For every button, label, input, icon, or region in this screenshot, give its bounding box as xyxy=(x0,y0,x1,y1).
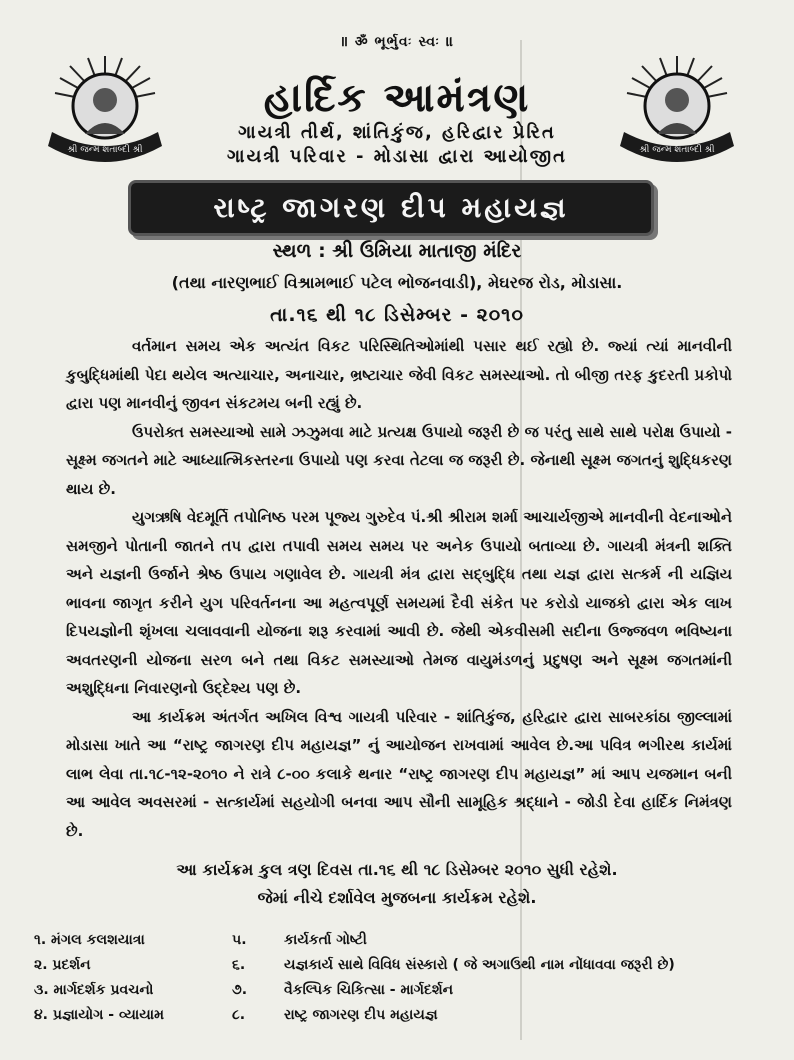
mantra-header: ॥ ॐ ભૂર્ભુવઃ સ્વઃ ॥ xyxy=(339,34,455,50)
venue-address: (તથા નારણભાઈ વિશ્રામભાઈ પટેલ ભોજનવાડી), મેઘરજ રોડ, મોડાસા. xyxy=(171,273,623,292)
program-list xyxy=(34,932,734,1032)
program-row xyxy=(34,957,734,982)
paragraph-3: યુગઋષિ વેદમૂર્તિ તપોનિષ્ઠ પરમ પૂજ્ય ગુરુદેવ પં.શ્રી શ્રીરામ શર્મા આચાર્યજીએ માનવીની વેદનાઓને સમજીને પોતાની જાતને તપ દ્વારા તપાવી સમય સમય પર અનેક ઉપાયો બતાવ્યા છે. ગાયત્રી મંત્રની શક્તિ અને યજ્ઞની ઉર્જાને શ્રેષ્ઠ ઉપાય ગણાવેલ છે. ગાયત્રી મંત્ર દ્વારા સદ્બુદ્ધિ તથા યજ્ઞ દ્વારા સત્કર્મ ની યજ્ઞિય ભાવના જાગૃત કરીને યુગ પરિવર્તનના આ મહત્વપૂર્ણ સમયમાં દૈવી સંકેત પર કરોડો યાજકો દ્વારા એક લાખ દિપયજ્ઞોની શૃંખલા ચલાવવાની યોજના શરૂ કરવામાં આવી છે. જેથી એકવીસમી સદીના ઉજ્જવળ ભવિષ્યના અવતરણની યોજના સરળ બને તથા વિકટ સમસ્યાઓ તેમજ વાયુમંડળનું પ્રદુષણ અને સૂક્ષ્મ જગતમાંની અશુદ્ધિના નિવારણનો ઉદ્દેશ્ય પણ છે. xyxy=(66,508,732,697)
program-row xyxy=(34,932,734,957)
subtitle-organized-by: ગાયત્રી પરિવાર - મોડાસા દ્વારા આયોજીત xyxy=(227,146,567,167)
invitation-title: હાર્દિક આમંત્રણ xyxy=(263,74,531,121)
program-number: ૬. xyxy=(232,957,246,973)
event-banner: રાષ્ટ્ર જાગરણ દીપ મહાયજ્ઞ xyxy=(128,180,654,236)
paragraph-1: વર્તમાન સમય એક અત્યંત વિકટ પરિસ્થિતિઓમાંથી પસાર થઈ રહ્યો છે. જ્યાં ત્યાં માનવીની કુબુદ્ધિમાંથી પેદા થયેલ અત્યાચાર, અનાચાર, ભ્રષ્ટાચાર જેવી વિકટ સમસ્યાઓ. તો બીજી તરફ કુદરતી પ્રકોપો દ્વારા પણ માનવીનું જીવન સંકટમય બની રહ્યું છે. xyxy=(66,337,732,412)
subtitle-inspired-by: ગાયત્રી તીર્થ, શાંતિકુંજ, હરિદ્વાર પ્રેરિત xyxy=(238,122,556,143)
paragraph-2: ઉપરોક્ત સમસ્યાઓ સામે ઝઝુમવા માટે પ્રત્યક્ષ ઉપાયો જરૂરી છે જ પરંતુ સાથે સાથે પરોક્ષ ઉપાયો - સૂક્ષ્મ જગતને માટે આધ્યાત્મિકસ્તરના ઉપાયો પણ કરવા તેટલા જ જરૂરી છે. જેનાથી સૂક્ષ્મ જગતનું શુદ્ધિકરણ થાય છે. xyxy=(66,422,732,498)
invitation-body xyxy=(66,332,732,845)
program-item: કાર્યકર્તા ગોષ્ટી xyxy=(284,932,367,948)
program-item: ૪. પ્રજ્ઞાયોગ - વ્યાયામ xyxy=(34,1007,164,1023)
program-number: ૭. xyxy=(232,982,248,998)
emblem-text-right: શ્રી જન્મ શતાબ્દી શ્રી xyxy=(639,145,715,155)
program-item: ૨. પ્રદર્શન xyxy=(34,957,91,973)
program-item: યજ્ઞકાર્ય સાથે વિવિધ સંસ્કારો ( જે અગાઉથી નામ નોંધાવવા જરૂરી છે) xyxy=(284,957,675,973)
paragraph-4: આ કાર્યક્રમ અંતર્ગત અખિલ વિશ્વ ગાયત્રી પરિવાર - શાંતિકુંજ, હરિદ્વાર દ્વારા સાબરકાંઠા જીલ્લામાં મોડાસા ખાતે આ “રાષ્ટ્ર જાગરણ દીપ મહાયજ્ઞ” નું આયોજન રાખવામાં આવેલ છે.આ પવિત્ર ભગીરથ કાર્યમાં લાભ લેવા તા.૧૮-૧૨-૨૦૧૦ ને રાત્રે ૮-૦૦ કલાકે થનાર “રાષ્ટ્ર જાગરણ દીપ મહાયજ્ઞ” માં આપ યજમાન બની આ આવેલ અવસરમાં - સત્કાર્યમાં સહયોગી બનવા આપ સૌની સામૂહિક શ્રદ્ધાને - જોડી દેવા હાર્દિક નિમંત્રણ છે. xyxy=(66,707,732,840)
program-row xyxy=(34,1007,734,1032)
venue-line: સ્થળ : શ્રી ઉમિયા માતાજી મંદિર xyxy=(272,240,522,262)
program-number: ૮. xyxy=(232,1007,246,1023)
program-intro: જેમાં નીચે દર્શાવેલ મુજબના કાર્યક્રમ રહેશે. xyxy=(257,888,537,907)
event-dates: તા.૧૬ થી ૧૮ ડિસેમ્બર - ૨૦૧૦ xyxy=(270,304,524,326)
program-item: વૈકલ્પિક ચિકિત્સા - માર્ગદર્શન xyxy=(284,982,454,998)
program-row xyxy=(34,982,734,1007)
duration-note: આ કાર્યક્રમ કુલ ત્રણ દિવસ તા.૧૬ થી ૧૮ ડિસેમ્બર ૨૦૧૦ સુધી રહેશે. xyxy=(176,860,618,879)
program-item: ૩. માર્ગદર્શક પ્રવચનો xyxy=(34,982,154,998)
program-item: ૧. મંગલ કલશયાત્રા xyxy=(34,932,145,948)
program-item: રાષ્ટ્ર જાગરણ દીપ મહાયજ્ઞ xyxy=(284,1007,438,1023)
emblem-text-left: શ્રી જન્મ શતાબ્દી શ્રી xyxy=(67,145,143,155)
program-number: ૫. xyxy=(232,932,247,948)
